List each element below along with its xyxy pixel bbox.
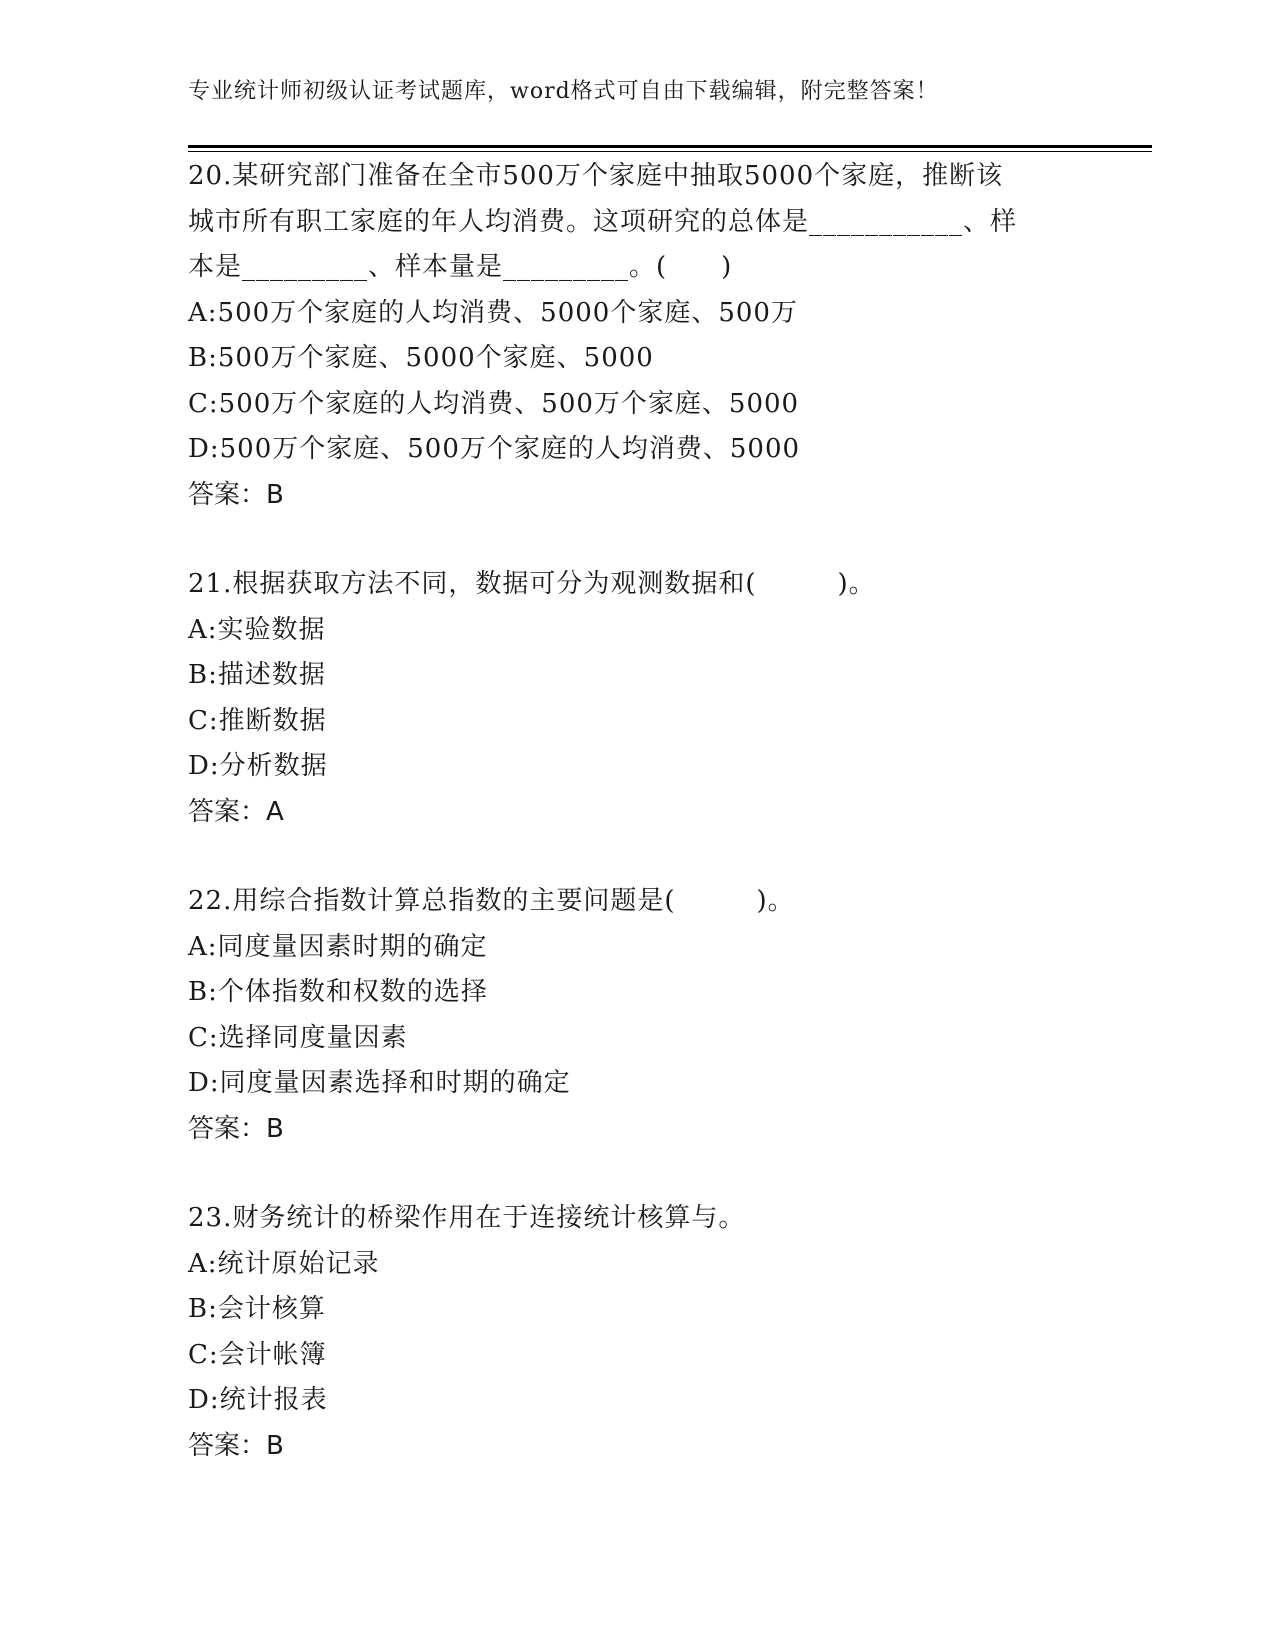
header-divider-thick — [188, 145, 1152, 148]
question-21 — [188, 562, 1152, 835]
header-divider-thin — [188, 151, 1152, 152]
question-stem-line: 22.用综合指数计算总指数的主要问题是( )。 — [188, 886, 795, 916]
option-d: D:500万个家庭、500万个家庭的人均消费、5000 — [188, 434, 801, 464]
question-stem-line: 23.财务统计的桥梁作用在于连接统计核算与。 — [188, 1203, 746, 1233]
answer-line: 答案：B — [188, 479, 284, 510]
option-a: A:500万个家庭的人均消费、5000个家庭、500万 — [188, 297, 798, 328]
option-b: B:个体指数和权数的选择 — [188, 977, 488, 1007]
option-d: D:同度量因素选择和时期的确定 — [188, 1068, 571, 1098]
option-b: B:500万个家庭、5000个家庭、5000 — [188, 343, 654, 373]
question-list — [188, 154, 1152, 1469]
question-stem-line: 本是_________、样本量是_________。( ) — [188, 252, 733, 282]
option-a: A:统计原始记录 — [188, 1248, 380, 1279]
question-22 — [188, 879, 1152, 1152]
option-d: D:分析数据 — [188, 751, 328, 781]
option-a: A:实验数据 — [188, 614, 326, 645]
question-stem-line: 城市所有职工家庭的年人均消费。这项研究的总体是___________、样 — [188, 206, 1018, 237]
page-header: 专业统计师初级认证考试题库，word格式可自由下载编辑，附完整答案！ — [188, 79, 939, 104]
option-c: C:会计帐簿 — [188, 1339, 327, 1370]
option-a: A:同度量因素时期的确定 — [188, 931, 488, 962]
option-c: C:500万个家庭的人均消费、500万个家庭、5000 — [188, 388, 800, 419]
question-20 — [188, 154, 1152, 518]
option-c: C:选择同度量因素 — [188, 1022, 408, 1053]
option-b: B:描述数据 — [188, 660, 326, 690]
question-stem-line: 21.根据获取方法不同，数据可分为观测数据和( )。 — [188, 569, 876, 599]
question-stem-line: 20.某研究部门准备在全市500万个家庭中抽取5000个家庭，推断该 — [188, 161, 1004, 191]
question-23 — [188, 1196, 1152, 1469]
option-b: B:会计核算 — [188, 1294, 326, 1324]
answer-line: 答案：A — [188, 796, 284, 827]
option-d: D:统计报表 — [188, 1385, 328, 1415]
answer-line: 答案：B — [188, 1430, 284, 1461]
option-c: C:推断数据 — [188, 705, 327, 736]
answer-line: 答案：B — [188, 1113, 284, 1144]
